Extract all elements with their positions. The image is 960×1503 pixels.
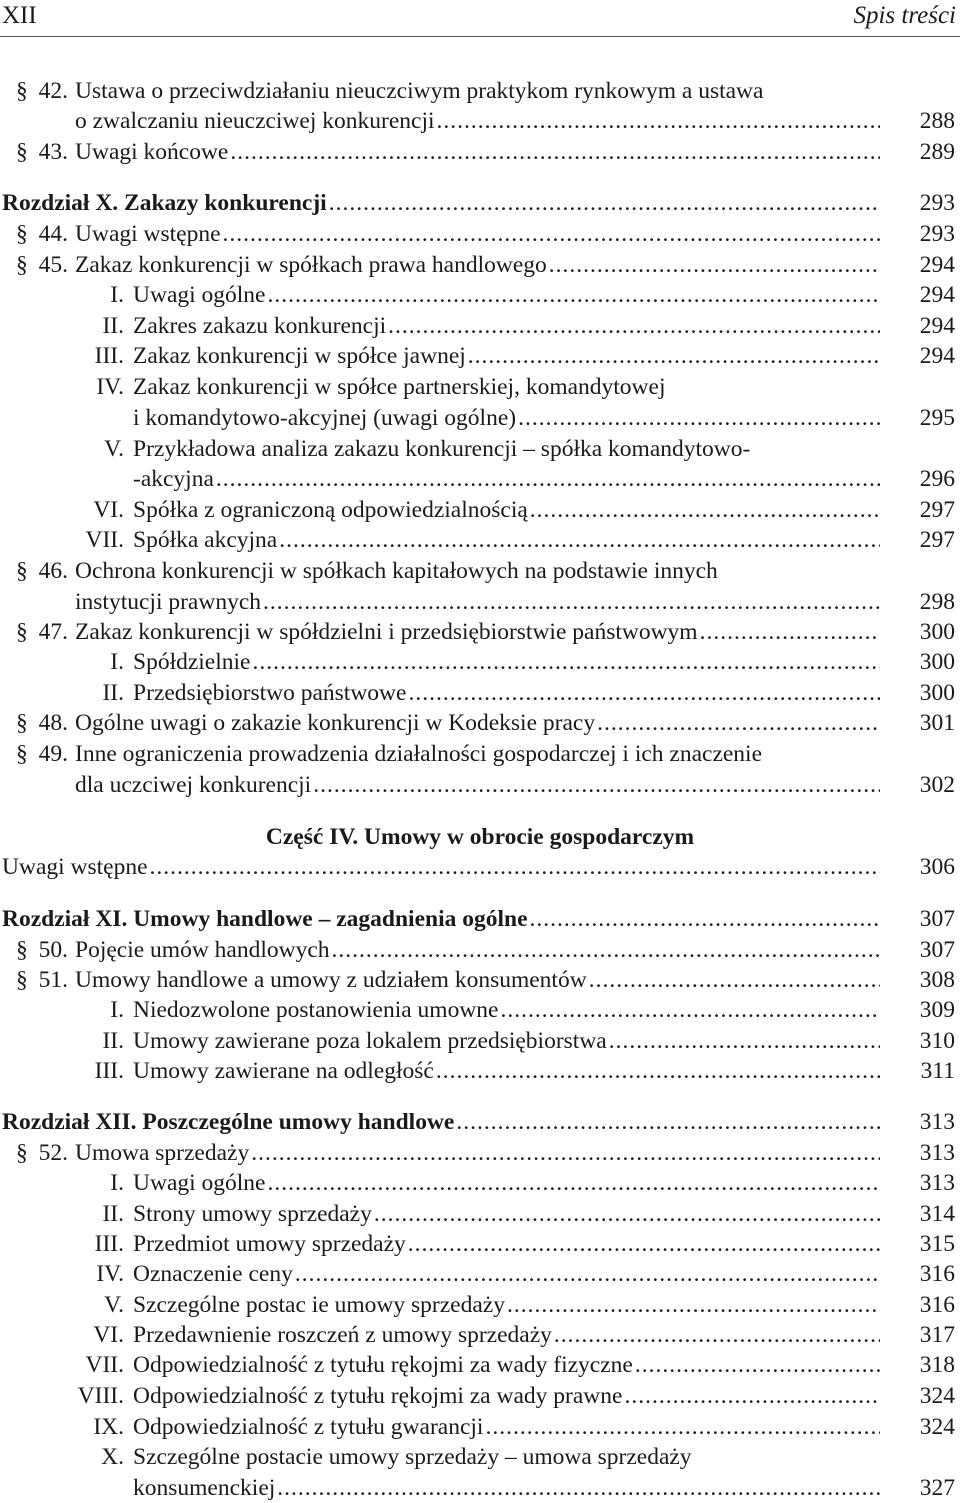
entry-title: Zakaz konkurencji w spółdzielni i przedsiębiorstwie państwowym <box>75 619 698 645</box>
entry-number: 45. <box>38 252 68 278</box>
page-ref: 310 <box>919 1028 955 1054</box>
toc-entry[interactable] <box>0 1442 960 1472</box>
entry-number: V. <box>104 436 124 462</box>
entry-title: Umowy zawierane poza lokalem przedsiębiorstwa <box>133 1028 607 1054</box>
toc-entry[interactable] <box>0 1026 960 1056</box>
dot-leader <box>518 403 880 433</box>
entry-number: III. <box>94 1231 124 1257</box>
entry-title: Oznaczenie ceny <box>133 1261 293 1287</box>
entry-number: I. <box>110 1170 124 1196</box>
entry-title: Szczególne postacie umowy sprzedaży – umowa sprzedaży <box>133 1444 692 1470</box>
toc-entry[interactable] <box>0 464 960 494</box>
entry-number: IV. <box>96 374 124 400</box>
entry-title: Ogólne uwagi o zakazie konkurencji w Kodeksie pracy <box>75 710 596 736</box>
page-ref: 315 <box>919 1231 955 1257</box>
dot-leader <box>388 311 880 341</box>
section-sign: § <box>16 252 28 278</box>
toc-entry[interactable] <box>0 434 960 464</box>
entry-title: dla uczciwej konkurencji <box>75 772 312 798</box>
entry-title: Ochrona konkurencji w spółkach kapitałowych na podstawie innych <box>75 558 718 584</box>
dot-leader <box>635 1350 880 1380</box>
entry-number: IV. <box>96 1261 124 1287</box>
page-ref: 288 <box>919 108 955 134</box>
dot-leader <box>374 1199 880 1229</box>
entry-number: II. <box>102 1028 124 1054</box>
dot-leader <box>609 1026 880 1056</box>
page-ref: 289 <box>919 139 955 165</box>
section-sign: § <box>16 741 28 767</box>
toc-entry[interactable] <box>0 647 960 677</box>
page-ref: 309 <box>919 997 955 1023</box>
page-ref: 313 <box>919 1109 955 1135</box>
entry-title: Uwagi ogólne <box>133 282 266 308</box>
dot-leader <box>530 904 880 934</box>
dot-leader <box>252 647 880 677</box>
page-ref: 300 <box>919 680 955 706</box>
entry-title: Uwagi wstępne <box>2 854 148 880</box>
toc-entry[interactable] <box>0 1168 960 1198</box>
dot-leader <box>436 1056 880 1086</box>
dot-leader <box>150 852 880 882</box>
page-ref: 302 <box>919 772 955 798</box>
page-ref: 317 <box>919 1322 955 1348</box>
page-ref: 318 <box>919 1352 955 1378</box>
entry-title: Szczególne postac ie umowy sprzedaży <box>133 1292 505 1318</box>
toc-entry[interactable] <box>0 106 960 136</box>
dot-leader <box>251 1138 880 1168</box>
toc-entry[interactable] <box>0 137 960 167</box>
toc-entry[interactable] <box>0 965 960 995</box>
dot-leader <box>277 1473 880 1503</box>
page-ref: 294 <box>919 343 955 369</box>
dot-leader <box>500 995 880 1025</box>
toc-entry[interactable] <box>0 219 960 249</box>
toc-entry[interactable] <box>0 935 960 965</box>
dot-leader <box>589 965 880 995</box>
section-sign: § <box>16 1140 28 1166</box>
dot-leader <box>279 525 880 555</box>
page-ref: 307 <box>919 937 955 963</box>
page-ref: 314 <box>919 1201 955 1227</box>
entry-title: Ustawa o przeciwdziałaniu nieuczciwym praktykom rynkowym a ustawa <box>75 78 764 104</box>
dot-leader <box>554 1320 880 1350</box>
toc-entry[interactable] <box>0 1412 960 1442</box>
page-ref: 294 <box>919 252 955 278</box>
entry-number: III. <box>94 1058 124 1084</box>
toc-entry[interactable] <box>0 770 960 800</box>
entry-number: I. <box>110 649 124 675</box>
toc-entry[interactable] <box>0 1259 960 1289</box>
toc-entry[interactable] <box>0 280 960 310</box>
entry-title: Odpowiedzialność z tytułu rękojmi za wady fizyczne <box>133 1352 633 1378</box>
toc-entry[interactable] <box>0 708 960 738</box>
entry-number: 50. <box>38 937 68 963</box>
section-sign: § <box>16 937 28 963</box>
entry-number: II. <box>102 680 124 706</box>
entry-title: Uwagi wstępne <box>75 221 221 247</box>
dot-leader <box>507 1290 880 1320</box>
dot-leader <box>268 280 881 310</box>
dot-leader <box>263 587 880 617</box>
entry-title: Zakaz konkurencji w spółkach prawa handlowego <box>75 252 547 278</box>
toc-entry[interactable] <box>0 587 960 617</box>
entry-number: 44. <box>38 221 68 247</box>
toc-entry[interactable] <box>0 1473 960 1503</box>
entry-number: 43. <box>38 139 68 165</box>
page-ref: 297 <box>919 527 955 553</box>
toc-entry[interactable] <box>0 341 960 371</box>
toc-entry[interactable] <box>0 904 960 934</box>
page-ref: 294 <box>919 282 955 308</box>
entry-title: Uwagi końcowe <box>75 139 229 165</box>
dot-leader <box>216 464 880 494</box>
dot-leader <box>223 219 880 249</box>
toc-entry[interactable] <box>0 852 960 882</box>
dot-leader <box>332 935 880 965</box>
page-ref: 300 <box>919 649 955 675</box>
entry-title: Rozdział X. Zakazy konkurencji <box>2 190 327 216</box>
page-ref: 324 <box>919 1383 955 1409</box>
page-ref: 295 <box>919 405 955 431</box>
page-ref: 293 <box>919 190 955 216</box>
toc-entry[interactable] <box>0 1199 960 1229</box>
entry-number: I. <box>110 997 124 1023</box>
entry-title: o zwalczaniu nieuczciwej konkurencji <box>75 108 435 134</box>
entry-title: Przedawnienie roszczeń z umowy sprzedaży <box>133 1322 552 1348</box>
dot-leader <box>313 770 880 800</box>
entry-number: 42. <box>38 78 68 104</box>
toc-entry[interactable] <box>0 403 960 433</box>
page-ref: 311 <box>920 1058 955 1084</box>
entry-title: Rozdział XII. Poszczególne umowy handlowe <box>2 1109 455 1135</box>
toc-entry[interactable] <box>0 678 960 708</box>
dot-leader <box>549 250 880 280</box>
toc-entry[interactable] <box>0 1107 960 1137</box>
entry-title: Przedsiębiorstwo państwowe <box>133 680 407 706</box>
toc-entry[interactable] <box>0 1229 960 1259</box>
section-sign: § <box>16 78 28 104</box>
entry-number: 49. <box>38 741 68 767</box>
entry-title: i komandytowo-akcyjnej (uwagi ogólne) <box>133 405 517 431</box>
entry-title: instytucji prawnych <box>75 589 262 615</box>
part-title: Część IV. Umowy w obrocie gospodarczym <box>265 824 695 850</box>
dot-leader <box>408 1229 880 1259</box>
entry-title: Umowy zawierane na odległość <box>133 1058 434 1084</box>
entry-number: IX. <box>93 1414 124 1440</box>
page-ref: 313 <box>919 1140 955 1166</box>
page-ref: 294 <box>919 313 955 339</box>
page-ref: 306 <box>919 854 955 880</box>
toc-entry[interactable] <box>0 739 960 769</box>
entry-number: 51. <box>38 967 68 993</box>
entry-title: Rozdział XI. Umowy handlowe – zagadnienia ogólne <box>2 906 528 932</box>
toc-entry[interactable] <box>0 1350 960 1380</box>
section-sign: § <box>16 967 28 993</box>
entry-number: X. <box>101 1444 124 1470</box>
entry-number: 47. <box>38 619 68 645</box>
entry-title: konsumenckiej <box>133 1475 276 1501</box>
entry-number: VIII. <box>77 1383 124 1409</box>
entry-number: VII. <box>85 1352 124 1378</box>
dot-leader <box>597 708 880 738</box>
page-ref: 308 <box>919 967 955 993</box>
entry-number: VII. <box>85 527 124 553</box>
dot-leader <box>437 106 880 136</box>
section-sign: § <box>16 221 28 247</box>
toc-entry[interactable] <box>0 495 960 525</box>
dot-leader <box>295 1259 880 1289</box>
toc-entry[interactable] <box>0 1320 960 1350</box>
toc-entry[interactable] <box>0 188 960 218</box>
toc-entry[interactable] <box>0 76 960 106</box>
page-ref: 316 <box>919 1292 955 1318</box>
toc-entry[interactable] <box>0 617 960 647</box>
entry-number: III. <box>94 343 124 369</box>
entry-number: VI. <box>93 1322 124 1348</box>
dot-leader <box>624 1381 880 1411</box>
page-ref: 301 <box>919 710 955 736</box>
entry-title: Przykładowa analiza zakazu konkurencji – spółka komandytowo- <box>133 436 751 462</box>
toc-entry[interactable] <box>0 372 960 402</box>
page-ref: 327 <box>919 1475 955 1501</box>
page-ref: 300 <box>919 619 955 645</box>
section-sign: § <box>16 710 28 736</box>
section-sign: § <box>16 619 28 645</box>
toc-entry[interactable] <box>0 1138 960 1168</box>
dot-leader <box>268 1168 881 1198</box>
entry-title: Uwagi ogólne <box>133 1170 266 1196</box>
entry-number: 48. <box>38 710 68 736</box>
page-ref: 298 <box>919 589 955 615</box>
page-ref: 307 <box>919 906 955 932</box>
page-ref: 297 <box>919 497 955 523</box>
page-ref: 324 <box>919 1414 955 1440</box>
entry-number: VI. <box>93 497 124 523</box>
entry-title: Niedozwolone postanowienia umowne <box>133 997 499 1023</box>
dot-leader <box>530 495 880 525</box>
entry-number: 46. <box>38 558 68 584</box>
entry-title: Zakaz konkurencji w spółce jawnej <box>133 343 466 369</box>
entry-title: Odpowiedzialność z tytułu gwarancji <box>133 1414 484 1440</box>
page-ref: 313 <box>919 1170 955 1196</box>
entry-title: Odpowiedzialność z tytułu rękojmi za wady prawne <box>133 1383 623 1409</box>
entry-title: Zakres zakazu konkurencji <box>133 313 387 339</box>
entry-number: II. <box>102 313 124 339</box>
page-ref: 296 <box>919 466 955 492</box>
entry-title: Strony umowy sprzedaży <box>133 1201 372 1227</box>
running-header <box>0 0 960 37</box>
entry-title: Spółka akcyjna <box>133 527 278 553</box>
dot-leader <box>456 1107 880 1137</box>
toc-entry[interactable] <box>0 1056 960 1086</box>
entry-title: Spółdzielnie <box>133 649 251 675</box>
toc-entry[interactable] <box>0 1381 960 1411</box>
entry-title: Umowy handlowe a umowy z udziałem konsumentów <box>75 967 587 993</box>
entry-title: -akcyjna <box>133 466 214 492</box>
dot-leader <box>485 1412 880 1442</box>
dot-leader <box>408 678 880 708</box>
section-sign: § <box>16 558 28 584</box>
page-ref: 293 <box>919 221 955 247</box>
entry-title: Przedmiot umowy sprzedaży <box>133 1231 406 1257</box>
toc-entry[interactable] <box>0 250 960 280</box>
section-sign: § <box>16 139 28 165</box>
dot-leader <box>329 188 880 218</box>
entry-number: II. <box>102 1201 124 1227</box>
page-number: XII <box>2 2 37 29</box>
toc-entry[interactable] <box>0 525 960 555</box>
entry-number: V. <box>104 1292 124 1318</box>
running-title: Spis treści <box>853 2 956 29</box>
toc-entry[interactable] <box>0 556 960 586</box>
entry-title: Spółka z ograniczoną odpowiedzialnością <box>133 497 528 523</box>
toc-entry[interactable] <box>0 1290 960 1320</box>
page-ref: 316 <box>919 1261 955 1287</box>
dot-leader <box>700 617 880 647</box>
entry-title: Pojęcie umów handlowych <box>75 937 330 963</box>
toc-entry[interactable] <box>0 311 960 341</box>
entry-number: 52. <box>38 1140 68 1166</box>
dot-leader <box>468 341 880 371</box>
entry-title: Inne ograniczenia prowadzenia działalności gospodarczej i ich znaczenie <box>75 741 763 767</box>
dot-leader <box>230 137 880 167</box>
entry-number: I. <box>110 282 124 308</box>
entry-title: Umowa sprzedaży <box>75 1140 250 1166</box>
toc-entry[interactable] <box>0 995 960 1025</box>
entry-title: Zakaz konkurencji w spółce partnerskiej, komandytowej <box>133 374 666 400</box>
